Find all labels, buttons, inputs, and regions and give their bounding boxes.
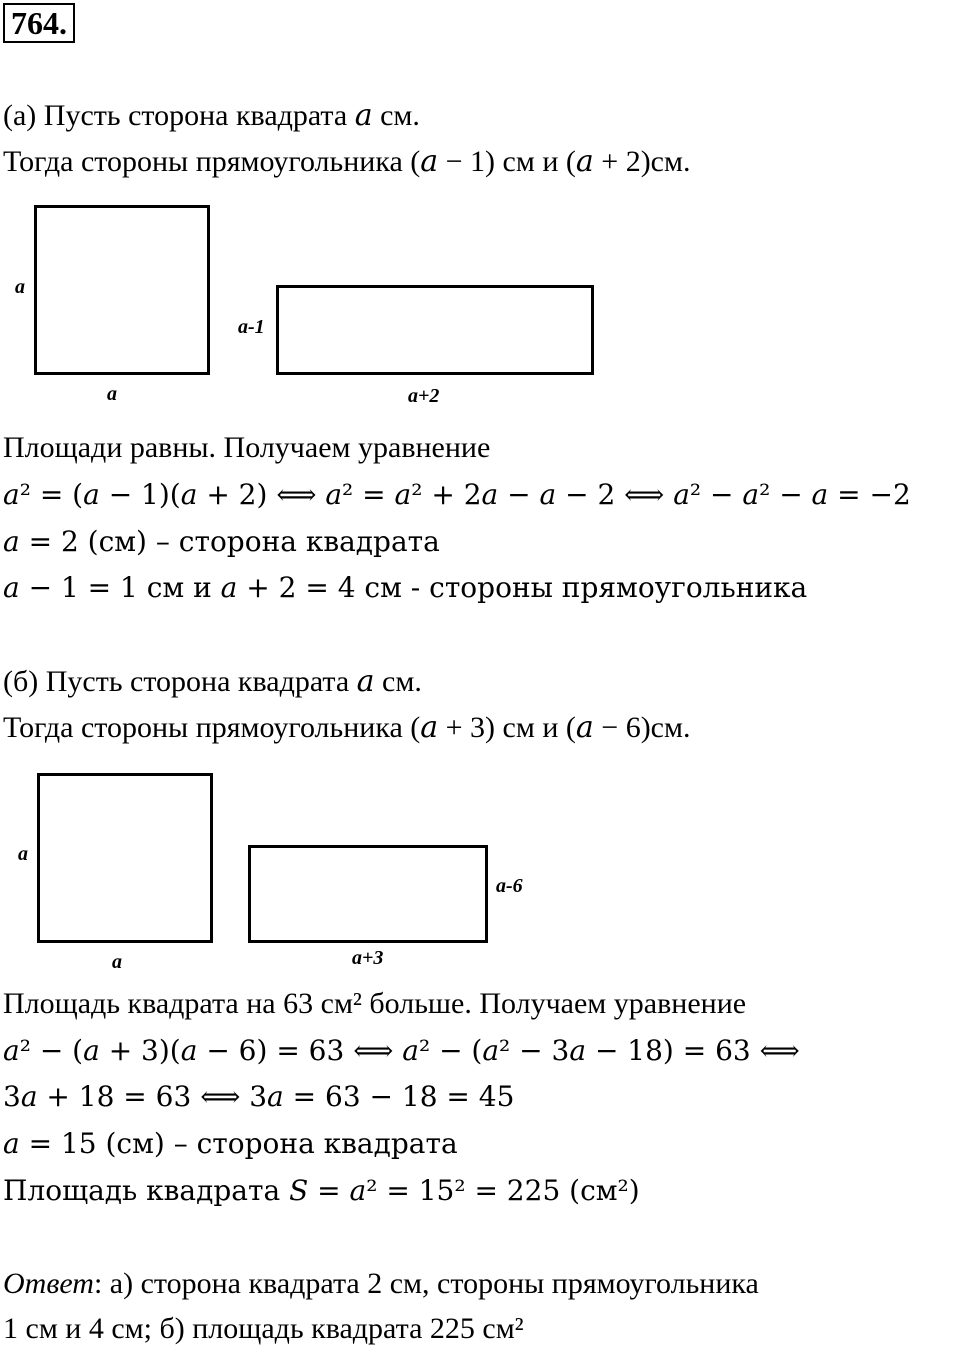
answer-line-2: 1 см и 4 см; б) площадь квадрата 225 см² — [3, 1312, 524, 1345]
square-b-bottom-label: a — [112, 951, 122, 973]
part-b-equation-2: 3𝑎 + 18 = 63 ⟺ 3𝑎 = 63 − 18 = 45 — [3, 1080, 515, 1113]
answer-part-a: : а) сторона квадрата 2 см, стороны прямоугольника — [93, 1267, 759, 1300]
part-a-intro: (а) Пусть сторона квадрата 𝑎 см. — [3, 99, 420, 132]
rectangle-b-side-label: a-6 — [496, 875, 523, 897]
part-b-equation-1: 𝑎² − (𝑎 + 3)(𝑎 − 6) = 63 ⟺ 𝑎² − (𝑎² − 3𝑎 − 18) = 63 ⟺ — [3, 1034, 800, 1067]
square-a — [34, 205, 210, 375]
part-a-equation-1: 𝑎² = (𝑎 − 1)(𝑎 + 2) ⟺ 𝑎² = 𝑎² + 2𝑎 − 𝑎 − 2 ⟺ 𝑎² − 𝑎² − 𝑎 = −2 — [3, 478, 911, 511]
part-a-equation-2: 𝑎 = 2 (см) – сторона квадрата — [3, 525, 440, 558]
rectangle-b — [248, 845, 488, 943]
square-b — [37, 773, 213, 943]
square-a-side-label: a — [15, 276, 25, 298]
part-b-equation-3: 𝑎 = 15 (см) – сторона квадрата — [3, 1127, 458, 1160]
answer-line-1 — [3, 1266, 759, 1302]
answer-label: Ответ — [3, 1267, 94, 1300]
problem-number: 764. — [3, 3, 75, 43]
part-a-areas-equal: Площади равны. Получаем уравнение — [3, 431, 491, 464]
rectangle-b-bottom-label: a+3 — [352, 947, 384, 969]
square-b-side-label: a — [18, 843, 28, 865]
part-b-sides: Тогда стороны прямоугольника (𝑎 + 3) см и (𝑎 − 6)см. — [3, 711, 691, 744]
part-b-area-difference: Площадь квадрата на 63 см² больше. Получаем уравнение — [3, 987, 747, 1020]
square-a-bottom-label: a — [107, 383, 117, 405]
part-a-sides: Тогда стороны прямоугольника (𝑎 − 1) см и (𝑎 + 2)см. — [3, 145, 691, 178]
rectangle-a — [276, 285, 594, 375]
part-b-intro: (б) Пусть сторона квадрата 𝑎 см. — [3, 665, 422, 698]
part-a-equation-3: 𝑎 − 1 = 1 см и 𝑎 + 2 = 4 см - стороны прямоугольника — [3, 571, 808, 604]
rectangle-a-bottom-label: a+2 — [408, 385, 440, 407]
rectangle-a-side-label: a-1 — [238, 316, 265, 338]
part-b-equation-4: Площадь квадрата 𝑆 = 𝑎² = 15² = 225 (см²) — [3, 1174, 640, 1207]
